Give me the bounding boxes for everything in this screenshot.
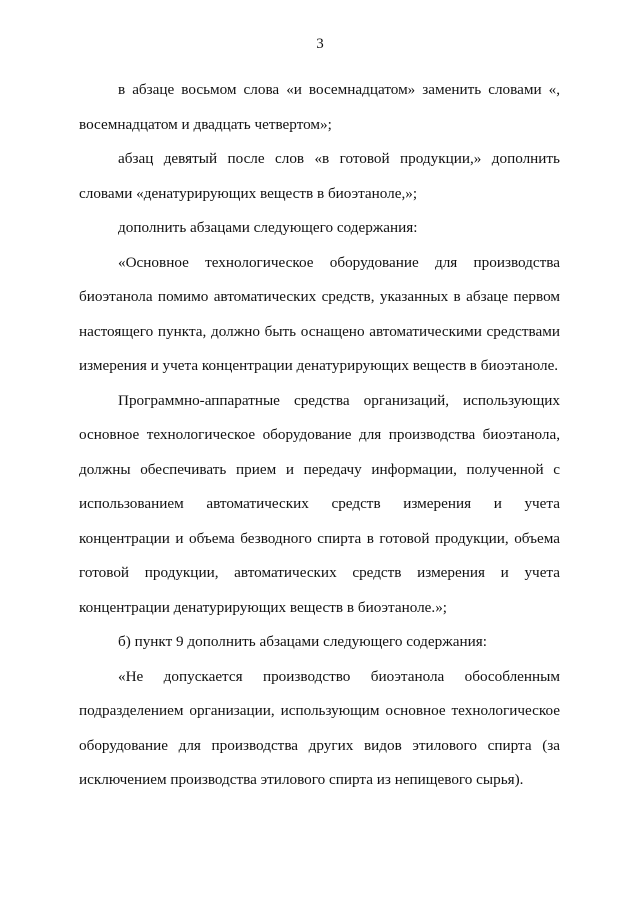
paragraph-osnovnoe-oborudovanie: «Основное технологическое оборудование для производства биоэтанола помимо автоматических средств, указанных в абзаце первом настоящего пункта, должно быть оснащено автоматическими средствами измерения и учета концентрации денатурирующих веществ в биоэтаноле. xyxy=(79,253,560,374)
paragraph-ne-dopuskaetsya: «Не допускается производство биоэтанола обособленным подразделением организации, использующим основное технологическое оборудование для производства других видов этилового спирта (за исключением производства этилового спирта из непищевого сырья). xyxy=(79,667,560,788)
paragraph-abzats-vosmoy: в абзаце восьмом слова «и восемнадцатом» заменить словами «, восемнадцатом и двадцать четвертом»; xyxy=(79,81,560,133)
paragraph-punkt-9: б) пункт 9 дополнить абзацами следующего содержания: xyxy=(118,633,487,650)
paragraph-abzats-devyatyy: абзац девятый после слов «в готовой продукции,» дополнить словами «денатурирующих веществ в биоэтаноле,»; xyxy=(79,150,560,202)
paragraph-dopolnit-abzatsami: дополнить абзацами следующего содержания: xyxy=(118,219,418,236)
paragraph-programmno-apparatnye: Программно-аппаратные средства организаций, использующих основное технологическое оборудование для производства биоэтанола, должны обеспечивать прием и передачу информации, полученной с использованием автоматических средств измерения и учета концентрации и объема безводного спирта в готовой продукции, объема готовой продукции, автоматических средств измерения и учета концентрации денатурирующих веществ в биоэтаноле.»; xyxy=(79,391,560,616)
page-number: 3 xyxy=(316,36,324,52)
document-body xyxy=(79,73,560,798)
